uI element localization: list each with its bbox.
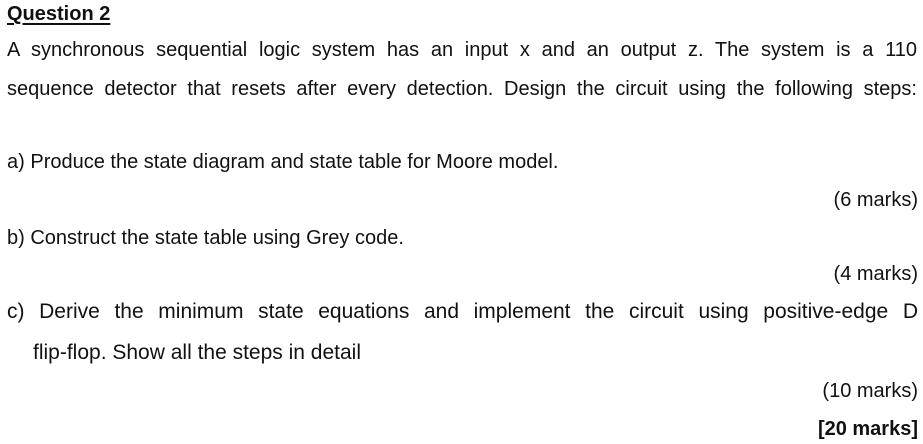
part-b-marks: (4 marks) <box>833 263 918 285</box>
part-b <box>7 226 404 250</box>
part-a <box>7 150 558 174</box>
question-title: Question 2 <box>7 3 111 25</box>
part-c-label: c) <box>7 300 25 323</box>
part-c-text-line-2: flip-flop. Show all the steps in detail <box>33 341 362 364</box>
part-b-text: Construct the state table using Grey code. <box>30 227 404 249</box>
part-b-label: b) <box>7 227 25 249</box>
question-intro-line-2: sequence detector that resets after every detection. Design the circuit using the following steps: <box>7 78 917 100</box>
question-intro-line-1: A synchronous sequential logic system has an input x and an output z. The system is a 110 <box>7 39 917 61</box>
part-c-line-1 <box>7 300 918 324</box>
part-c-text-line-1: Derive the minimum state equations and implement the circuit using positive-edge D <box>39 300 918 323</box>
part-a-marks: (6 marks) <box>833 189 918 211</box>
part-a-label: a) <box>7 151 25 173</box>
part-c-marks: (10 marks) <box>822 380 918 402</box>
total-marks: [20 marks] <box>817 418 918 440</box>
part-a-text: Produce the state diagram and state table for Moore model. <box>30 151 559 173</box>
